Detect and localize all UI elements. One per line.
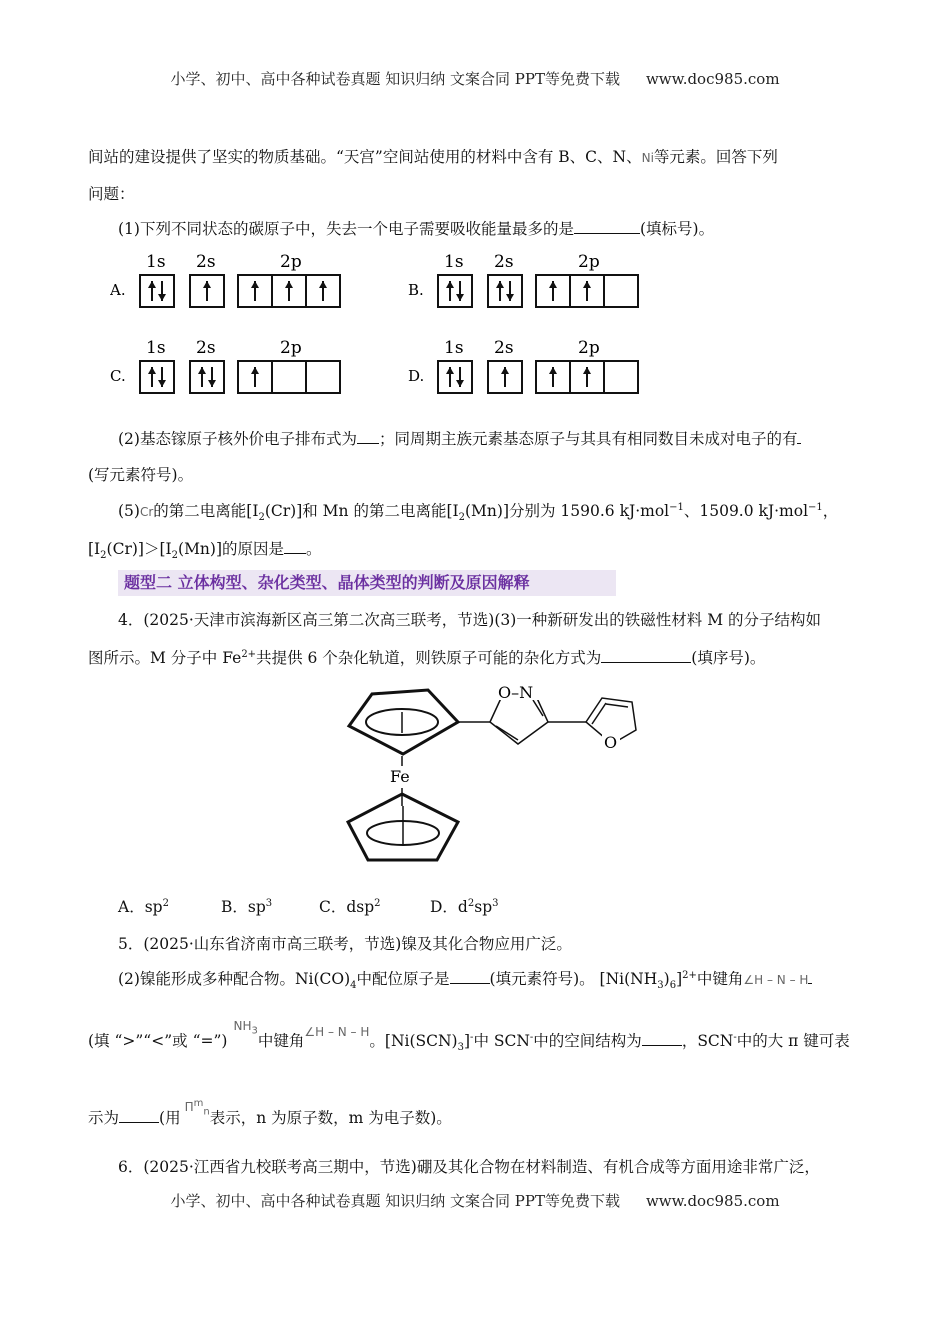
q5-ni-line-4: 示为 (用$^{\Pi^m_n}$表示，n 为原子数，m 为电子数)。 — [88, 1098, 452, 1127]
q6-line-1: 6．(2025·江西省九校联考高三期中，节选)硼及其化合物在材料制造、有机合成等方面用途非常广泛， — [118, 1158, 820, 1176]
option-letter: B. — [408, 281, 424, 299]
q4-line-1: 4．(2025·天津市滨海新区高三第二次高三联考，节选)(3)一种新研发出的铁磁性材料 M 的分子结构如 — [118, 611, 822, 629]
answer-blank[interactable] — [601, 648, 691, 663]
page-footer — [0, 1190, 950, 1211]
q2-line-2: (写元素符号)。 — [88, 466, 194, 484]
page-header — [0, 68, 950, 89]
orbital-option-b[interactable] — [408, 252, 638, 307]
q5-ni-line-2: (2)镍能形成多种配合物。$Ni(CO)_4$中配位原子是 (填元素符号)。 $[Ni(NH_3)_6]^{2+}$中键角∠H – N – H — [118, 968, 812, 991]
q4-option-d[interactable]: D．$d^2sp^3$ — [430, 897, 499, 916]
orbital-label-2s: 2s — [196, 338, 216, 358]
q5-ie-line-1: (5)Cr的第二电离能$[I_2(Cr)]$和 Mn 的第二电离能$[I_2(Mn)]$分别为 1590.6 kJ·mol$^{-1}$、1509.0 kJ·mol$^{-1}$， — [118, 501, 839, 524]
q5-ni-line-1: 5．(2025·山东省济南市高三联考，节选)镍及其化合物应用广泛。 — [118, 935, 572, 953]
orbital-label-1s: 1s — [444, 338, 464, 358]
intro-line-1: 间站的建设提供了坚实的物质基础。“天宫”空间站使用的材料中含有 B、C、N、Ni等元素。回答下列 — [88, 148, 778, 166]
angle-hnh: ∠H – N – H — [743, 973, 809, 987]
angle-hnh-2: ∠H – N – H — [304, 1025, 370, 1039]
answer-blank[interactable] — [642, 1031, 682, 1046]
pi-notation: Πmn — [184, 1098, 210, 1118]
header-url[interactable]: www.doc985.com — [645, 70, 780, 88]
answer-blank[interactable] — [574, 219, 640, 234]
orbital-label-1s: 1s — [444, 252, 464, 272]
answer-blank[interactable] — [808, 969, 812, 984]
header-text: 小学、初中、高中各种试卷真题 知识归纳 文案合同 PPT等免费下载 — [170, 70, 620, 88]
orbital-option-d[interactable] — [408, 338, 638, 393]
ni-symbol: Ni — [641, 151, 654, 165]
answer-blank[interactable] — [284, 539, 306, 554]
answer-blank[interactable] — [119, 1108, 159, 1123]
orbital-label-2s: 2s — [196, 252, 216, 272]
nh3-label: NH3 — [233, 1019, 258, 1037]
q4-option-b[interactable]: B．$sp^3$ — [221, 897, 273, 916]
orbital-label-2p: 2p — [578, 338, 600, 358]
orbital-option-c[interactable] — [110, 338, 340, 393]
answer-blank[interactable] — [797, 429, 801, 444]
cr-symbol: Cr — [139, 505, 154, 519]
q4-option-a[interactable]: A．$sp^2$ — [118, 897, 169, 916]
q4-line-2: 图所示。M 分子中 $Fe^{2+}$共提供 6 个杂化轨道，则铁原子可能的杂化方式为 (填序号)。 — [88, 648, 766, 667]
orbital-label-1s: 1s — [146, 252, 166, 272]
option-letter: D. — [408, 367, 425, 385]
orbital-label-2p: 2p — [578, 252, 600, 272]
molecule-structure — [340, 676, 650, 876]
q1-stem: (1)下列不同状态的碳原子中，失去一个电子需要吸收能量最多的是 (填标号)。 — [118, 220, 715, 238]
furan-o-label: O — [604, 733, 618, 752]
intro-line-2: 问题： — [88, 185, 135, 203]
answer-blank[interactable] — [450, 969, 490, 984]
footer-text: 小学、初中、高中各种试卷真题 知识归纳 文案合同 PPT等免费下载 — [170, 1192, 620, 1210]
q2-line-1: (2)基态镓原子核外价电子排布式为 ；同周期主族元素基态原子与其具有相同数目未成对电子的有 — [118, 428, 801, 450]
section-title: 题型二 立体构型、杂化类型、晶体类型的判断及原因解释 — [118, 570, 616, 596]
orbital-label-1s: 1s — [146, 338, 166, 358]
q4-option-c[interactable]: C．dsp$^2$ — [319, 897, 381, 916]
orbital-label-2s: 2s — [494, 252, 514, 272]
orbital-option-a[interactable] — [110, 252, 340, 307]
isoxazole-ring — [490, 696, 548, 744]
fe-label: Fe — [390, 767, 410, 786]
q5-ie-line-2: $[I_2(Cr)]>[I_2(Mn)]$的原因是 。 — [88, 540, 322, 562]
orbital-label-2s: 2s — [494, 338, 514, 358]
option-letter: A. — [110, 281, 126, 299]
orbital-label-2p: 2p — [280, 252, 302, 272]
footer-url[interactable]: www.doc985.com — [645, 1192, 780, 1210]
answer-blank[interactable] — [357, 429, 379, 444]
option-letter: C. — [110, 367, 126, 385]
orbital-label-2p: 2p — [280, 338, 302, 358]
o-n-label: O–N — [498, 683, 534, 702]
orbital-diagrams — [110, 245, 670, 405]
q5-ni-line-3: (填 “>”“<”或 “=”)$^{NH_3}$中键角$^{\angle H - N - H}$。$[Ni(SCN)_3]^-$中 SCN-中的空间结构为 ，SCN-中的大 π 键可表 — [88, 1019, 850, 1054]
